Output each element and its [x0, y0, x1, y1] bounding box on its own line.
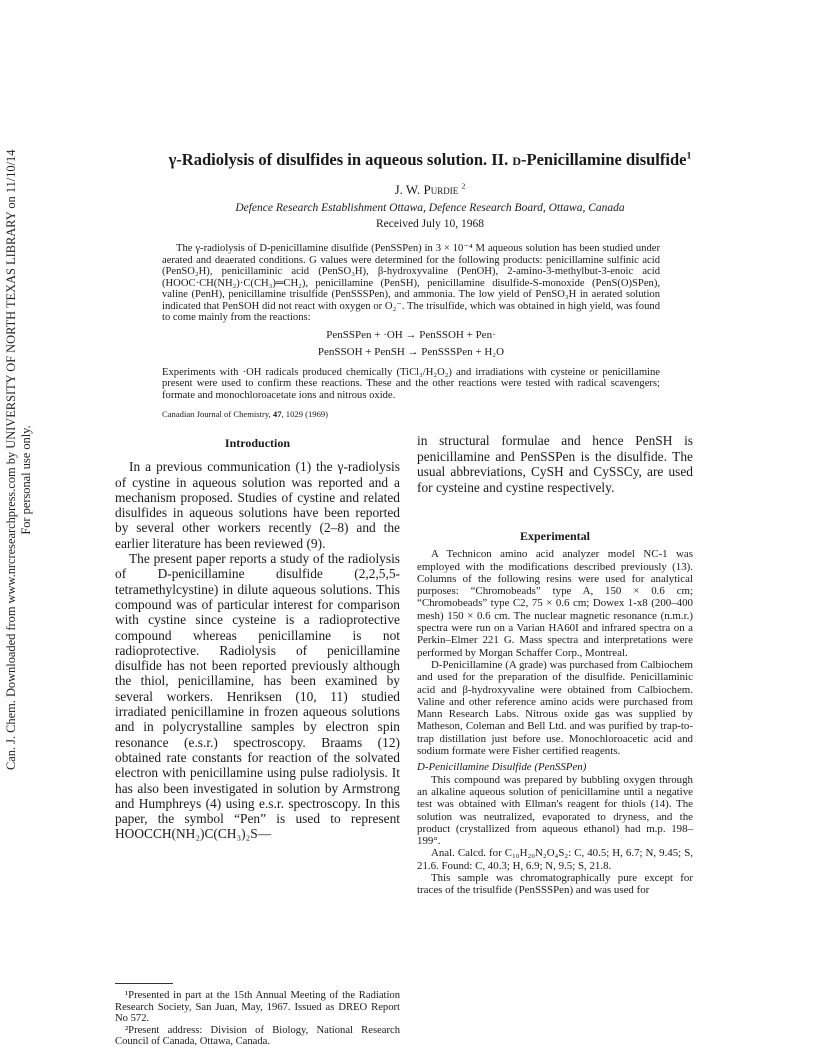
- citation-volume: 47: [272, 409, 282, 419]
- title-smallcap: d: [512, 150, 522, 169]
- footnote: ¹Presented in part at the 15th Annual Meeting of the Radiation Research Society, San Juan, May, 1967. Issued as DREO Report No 572.: [115, 990, 400, 1025]
- body-paragraph: This compound was prepared by bubbling oxygen through an alkaline aqueous solution of penicillamine until a negative test was obtained with Ellman's reagent for thiols (14). The solution was neutralized, evaporated to dryness, and the product (crystallized from aqueous ethanol) had m.p. 198–199°.: [417, 773, 693, 848]
- title-footnote-mark: 1: [686, 150, 692, 162]
- body-paragraph: Anal. Calcd. for C₁₀H₂₀N₂O₄S₂: C, 40.5; H, 6.7; N, 9.45; S, 21.6. Found: C, 40.3; H, 6.9; N, 9.5; S, 21.8.: [417, 847, 693, 872]
- body-paragraph: The present paper reports a study of the radiolysis of D-penicillamine disulfide (2,2,5,5-tetramethylcystine) in dilute aqueous solutions. This compound was of particular interest for comparison with cystine since cysteine is a radioprotective compound whereas penicillamine is not radioprotective. Radiolysis of penicillamine disulfide has not been reported previously although the thiol, penicillamine, has been examined by several workers. Henriksen (10, 11) studied irradiated penicillamine in frozen aqueous solutions and in polycrystalline samples by electron spin resonance (e.s.r.) spectroscopy. Braams (12) obtained rate constants for reaction of the solvated electron with penicillamine using pulse radiolysis. It has also been investigated in solution by Armstrong and Humphreys (4) using e.s.r. spectroscopy. In this paper, the symbol “Pen” is used to represent HOOCCH(NH₂)C(CH₃)₂S—: [115, 551, 400, 842]
- watermark-line-2: For personal use only.: [19, 425, 33, 535]
- title-rest: -Penicillamine disulfide: [521, 150, 687, 169]
- abstract-paragraph: The γ-radiolysis of D-penicillamine disulfide (PenSSPen) in 3 × 10⁻⁴ M aqueous solution has been studied under aerated and deaerated conditions. G values were determined for the following products: penicillamine sulfinic acid (PenSO₂H), penicillaminic acid (PenSO₃H), β-hydroxyvaline (PenOH), 2-amino-3-methylbut-3-enoic acid (HOOC·CH(NH₂)·C(CH₃)═CH₂), penicillamine (PenSH), penicillamine disulfide-S-monoxide (PenS(O)SPen), valine (PenH), penicillamine trisulfide (PenSSSPen), and ammonia. The low yield of PenSO₃H in aerated solution indicated that PenSOH did not react with oxygen or O₂⁻. The trisulfide, which was obtained in high yield, was found to come mainly from the reactions:: [162, 243, 660, 323]
- right-column-continuation: [417, 433, 693, 495]
- abstract-paragraph: Experiments with ·OH radicals produced chemically (TiCl₃/H₂O₂) and irradiations with cysteine or penicillamine present were used to confirm these reactions. These and the other reactions were tested with radical scavengers; formate and monochloroacetate ions and nitrous oxide.: [162, 366, 660, 401]
- footnotes: [115, 990, 400, 1048]
- body-paragraph: A Technicon amino acid analyzer model NC-1 was employed with the modifications described previously (13). Columns of the following resins were used for analytical purposes: “Chromobeads” type A, 150 × 0.6 cm; “Chromobeads” type C2, 75 × 0.6 cm; Dowex 1-x8 (200–400 mesh) 150 × 0.6 cm. The nuclear magnetic resonance (n.m.r.) spectra were run on a Varian HA60I and infrared spectra on a Perkin–Elmer 221 G. Mass spectra and interpretations were performed by Morgan Schaffer Corp., Montreal.: [417, 548, 693, 659]
- footnote: ²Present address: Division of Biology, National Research Council of Canada, Ottawa, Canada.: [115, 1024, 400, 1048]
- received-date: Received July 10, 1968: [376, 218, 484, 230]
- right-column: [417, 530, 693, 897]
- body-paragraph: This sample was chromatographically pure except for traces of the trisulfide (PenSSSPen) and was used for: [417, 872, 693, 897]
- journal-citation: [162, 409, 328, 419]
- paper-title: [120, 150, 740, 170]
- watermark-line-1: Can. J. Chem. Downloaded from www.nrcresearchpress.com by UNIVERSITY OF NORTH TEXAS LIBRARY on 11/10/14: [4, 149, 18, 770]
- author-footnote-mark: 2: [461, 181, 466, 191]
- author-initials: J. W.: [394, 182, 424, 197]
- affiliation: Defence Research Establishment Ottawa, Defence Research Board, Ottawa, Canada: [235, 202, 625, 214]
- author: [120, 182, 740, 198]
- subsection-heading: D-Penicillamine Disulfide (PenSSPen): [417, 761, 587, 774]
- experimental-heading: Experimental: [520, 529, 590, 543]
- download-watermark: [4, 149, 44, 770]
- left-column: [115, 436, 400, 842]
- body-paragraph: D-Penicillamine (A grade) was purchased from Calbiochem and used for the preparation of the disulfide. Penicillaminic acid and β-hydroxyvaline were obtained from Calbiochem. Valine and other reference amino acids were purchased from Mann Research Labs. Nitrous oxide gas was supplied by Matheson, Coleman and Bell Ltd. and was purified by trap-to-trap distillation just before use. Monochloroacetic acid and sodium formate were Fisher certified reagents.: [417, 658, 693, 758]
- equation-2: PenSSOH + PenSH → PenSSSPen + H₂O: [317, 346, 505, 358]
- equation-1: PenSSPen + ·OH → PenSSOH + Pen·: [326, 328, 496, 341]
- body-paragraph: in structural formulae and hence PenSH is penicillamine and PenSSPen is the disulfide. The usual abbreviations, CySH and CySSCy, are used for cysteine and cystine respectively.: [417, 433, 693, 495]
- title-main: γ-Radiolysis of disulfides in aqueous solution. II.: [168, 150, 513, 169]
- footnote-rule: [115, 983, 173, 984]
- introduction-heading: Introduction: [224, 436, 291, 450]
- citation-pages: , 1029 (1969): [281, 409, 329, 419]
- body-paragraph: In a previous communication (1) the γ-radiolysis of cystine in aqueous solution was reported and a mechanism proposed. Studies of cystine and related disulfides in aqueous solutions have been reported by several other workers recently (2–8) and the earlier literature has been reviewed (9).: [115, 459, 400, 551]
- author-surname: Purdie: [423, 182, 459, 197]
- citation-journal: Canadian Journal of Chemistry,: [162, 409, 273, 419]
- abstract: [162, 243, 660, 401]
